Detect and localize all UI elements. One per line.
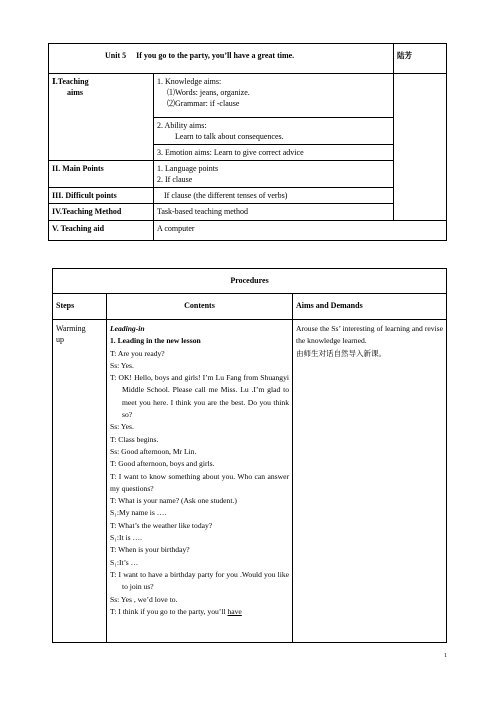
ability-aims-title: 2. Ability aims: [157, 121, 207, 130]
dialogue-line: T: Class begins. [110, 434, 159, 444]
leading-in-label: Leading-in [110, 324, 145, 333]
main-point-1: 1. Language points [157, 164, 219, 173]
difficult-points-row [49, 188, 447, 204]
dialogue-line: T: I want to know something about you. Who can answer my questions? [110, 471, 289, 493]
dialogue-line: Ss: Good afternoon, Mr Lin. [110, 446, 197, 456]
dialogue-line: Ss: Yes , we’d love to. [110, 594, 178, 604]
steps-header: Steps [53, 294, 107, 320]
ability-aims-cell [154, 118, 394, 145]
procedures-table [52, 268, 447, 643]
procedures-title-row [53, 269, 447, 294]
dialogue-line: T: Are you ready? [110, 348, 165, 358]
ability-aim-1: Learn to talk about consequences. [175, 132, 284, 141]
procedures-title: Procedures [53, 269, 447, 294]
unit-label: Unit 5 [105, 51, 127, 60]
aims-text-en: Arouse the Ss’ interesting of learning and revise the knowledge learned. [296, 324, 443, 346]
teaching-aims-label: Ⅰ.Teaching aims [49, 74, 154, 161]
dialogue-line: Ss: Yes. [110, 422, 134, 432]
knowledge-aims-title: 1. Knowledge aims: [157, 77, 222, 86]
teaching-aid-row [49, 221, 447, 241]
dialogue-line: S₁:It’s … [110, 557, 139, 567]
page-number: 1 [444, 653, 447, 659]
knowledge-aims-cell [154, 74, 394, 118]
warming-up-step: Warming up [53, 320, 107, 643]
title-row [49, 44, 447, 74]
dialogue-line: T: What’s the weather like today? [110, 520, 213, 530]
teaching-method-value: Task-based teaching method [154, 204, 394, 221]
dialogue-line: T: I want to have a birthday party for you .Would you like to join us? [110, 569, 289, 592]
aims-text-cn: 由师生对话自然导入新课。 [296, 348, 386, 358]
underlined-word: have [227, 606, 242, 616]
dialogue-line: T: When is your birthday? [110, 545, 190, 555]
knowledge-aims-row [49, 74, 447, 118]
blank-cell [394, 74, 447, 221]
emotion-aims-cell: 3. Emotion aims: Learn to give correct advice [154, 145, 394, 161]
contents-header: Contents [107, 294, 293, 320]
main-points-cell [154, 161, 394, 188]
dialogue-line-last: T: I think if you go to the party, you’ll have [110, 606, 242, 616]
unit-title-cell [49, 44, 394, 74]
difficult-points-label: III. Difficult points [49, 188, 154, 204]
lesson-info-table [48, 43, 447, 241]
aims-header: Aims and Demands [293, 294, 447, 320]
warming-up-aims [293, 320, 447, 643]
procedures-header-row [53, 294, 447, 320]
main-point-2: 2. If clause [157, 175, 193, 184]
knowledge-aim-words: ⑴Words: jeans, organize. [167, 88, 250, 97]
main-points-row [49, 161, 447, 188]
unit-title: If you go to the party, you’ll have a great time. [136, 51, 295, 60]
teacher-name: 陆芳 [394, 44, 447, 74]
dialogue-line: S₁:It is …. [110, 533, 142, 543]
warming-up-row [53, 320, 447, 643]
leading-in-heading: 1. Leading in the new lesson [110, 336, 201, 346]
warming-up-contents [107, 320, 293, 643]
main-points-label: II. Main Points [49, 161, 154, 188]
dialogue-line: Ss: Yes. [110, 360, 134, 370]
teaching-aid-value: A computer [154, 221, 447, 241]
teaching-method-row [49, 204, 447, 221]
dialogue-line: T: OK! Hello, boys and girls! I’m Lu Fang from Shuangyi Middle School. Please call me Miss. Lu .I’m glad to meet you here. I think you are the best. Do you think so? [110, 373, 289, 420]
dialogue-line: S₁:My name is …. [110, 508, 167, 518]
knowledge-aim-grammar: ⑵Grammar: if -clause [167, 99, 240, 108]
dialogue-line: T: Good afternoon, boys and girls. [110, 459, 215, 469]
difficult-points-value: If clause (the different tenses of verbs) [154, 188, 394, 204]
dialogue-line: T: What is your name? (Ask one student.) [110, 496, 237, 506]
teaching-aid-label: V. Teaching aid [49, 221, 154, 241]
teaching-method-label: IV.Teaching Method [49, 204, 154, 221]
